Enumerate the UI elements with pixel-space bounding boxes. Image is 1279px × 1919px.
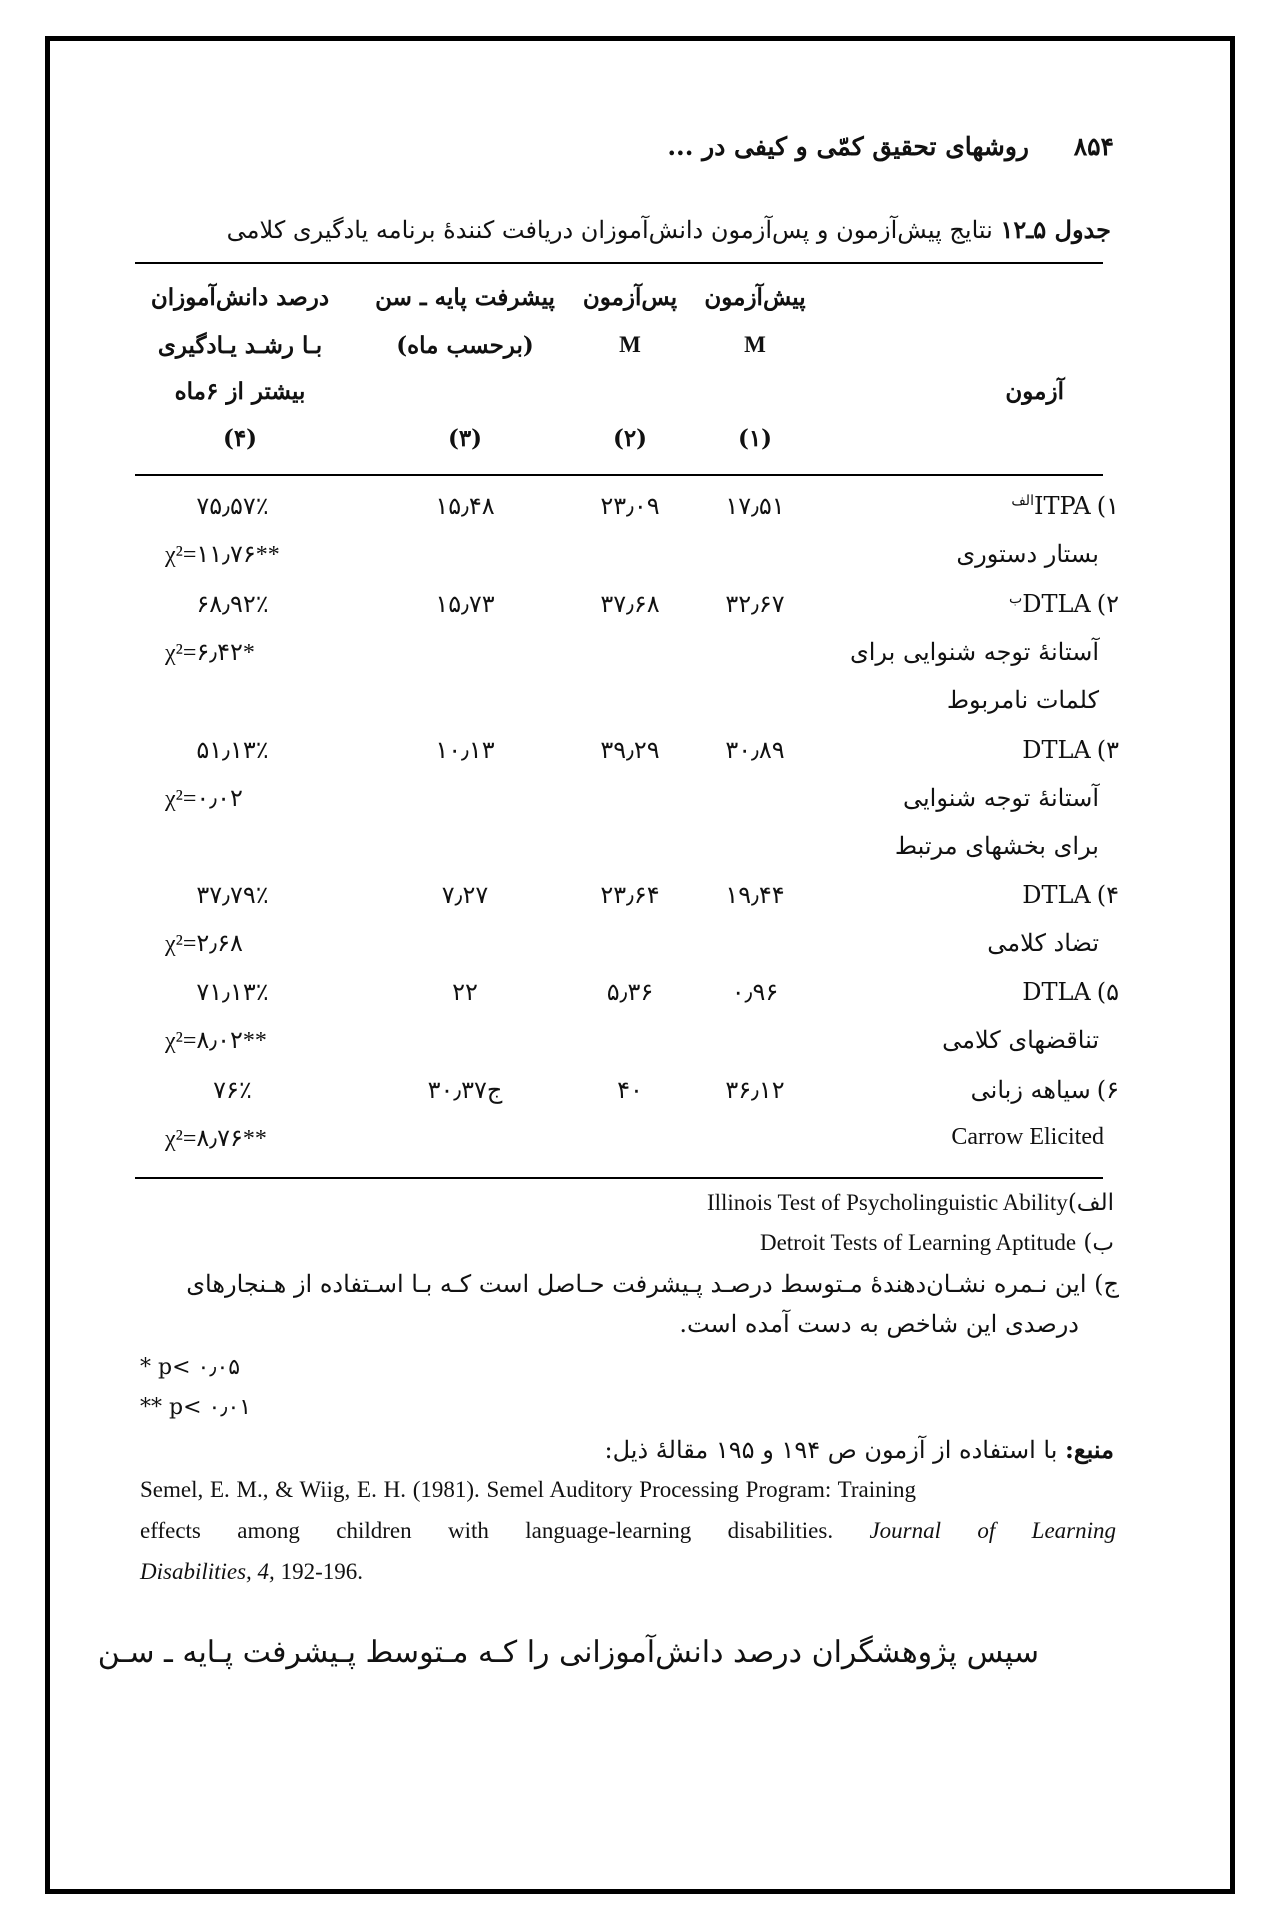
row-label xyxy=(1022,736,1119,764)
note-b xyxy=(760,1230,1114,1256)
cell-chi-square: χ²=۸٫۷۶** xyxy=(165,1126,267,1152)
note-a xyxy=(707,1190,1114,1216)
cell-percent: ۷۶٪ xyxy=(213,1076,252,1104)
cell-gain: ۳۰٫۳۷ج xyxy=(427,1076,503,1104)
col3-header-line2: (برحسب ماه) xyxy=(396,332,534,359)
col4-header-line1: درصد دانش‌آموزان xyxy=(150,284,330,311)
col3-header-num: (۳) xyxy=(447,425,483,452)
test-column-header: آزمون xyxy=(1005,378,1064,405)
cell-posttest: ۵٫۳۶ xyxy=(606,978,654,1006)
reference-pages: 192-196. xyxy=(280,1559,363,1584)
reference-journal: Journal of Learning xyxy=(869,1518,1117,1543)
note-b-label: ب) xyxy=(1083,1230,1114,1256)
cell-pretest: ۱۹٫۴۴ xyxy=(725,881,785,909)
row-label xyxy=(1022,978,1119,1006)
cell-gain: ۱۰٫۱۳ xyxy=(435,736,495,764)
row-sublabel: تناقضهای کلامی xyxy=(942,1026,1099,1054)
row-label-test: سیاهه زبانی xyxy=(970,1076,1091,1104)
col1-header-m: M xyxy=(744,332,766,357)
note-a-text: Illinois Test of Psycholinguistic Ability xyxy=(706,1190,1068,1215)
col4-header-line3: بیشتر از ۶ماه xyxy=(174,378,306,405)
row-sublabel: آستانهٔ توجه شنوایی xyxy=(902,784,1099,812)
table-caption-text: نتایج پیش‌آزمون و پس‌آزمون دانش‌آموزان دریافت کنندهٔ برنامه یادگیری کلامی xyxy=(226,216,993,244)
table-bottom-rule xyxy=(135,1177,1103,1179)
source-text: با استفاده از آزمون ص ۱۹۴ و ۱۹۵ مقالهٔ ذیل: xyxy=(604,1436,1058,1464)
row-label-number: ۱) xyxy=(1096,492,1119,520)
reference-line-1: Semel, E. M., & Wiig, E. H. (1981). Semel Auditory Processing Program: Training xyxy=(140,1477,917,1502)
sig-note-1: * p< ۰٫۰۵ xyxy=(140,1355,241,1380)
source-label: منبع: xyxy=(1065,1435,1114,1464)
col2-header-m: M xyxy=(619,332,641,357)
reference-line-3 xyxy=(140,1559,363,1585)
cell-gain: ۷٫۲۷ xyxy=(441,881,489,909)
row-sublabel: کلمات نامربوط xyxy=(946,686,1099,714)
row-label-number: ۴) xyxy=(1096,881,1119,909)
cell-gain: ۲۲ xyxy=(452,978,478,1006)
page-number: ۸۵۴ xyxy=(1073,132,1114,161)
cell-gain: ۱۵٫۷۳ xyxy=(435,590,495,618)
row-label xyxy=(971,1076,1119,1104)
col3-header-line1: پیشرفت پایه ـ سن xyxy=(375,284,555,311)
cell-percent: ۳۷٫۷۹٪ xyxy=(196,881,269,909)
row-label-footnote-mark: ب xyxy=(1009,591,1023,607)
cell-chi-square: χ²=۶٫۴۲* xyxy=(165,640,255,666)
row-label-test: DTLA xyxy=(1022,978,1091,1006)
sig-note-2: ** p< ۰٫۰۱ xyxy=(140,1395,252,1420)
cell-chi-square: χ²=۲٫۶۸ xyxy=(165,931,243,957)
note-a-label: الف) xyxy=(1067,1190,1114,1216)
reference-journal-cont: Disabilities, 4, xyxy=(140,1559,275,1584)
col2-header-num: (۲) xyxy=(612,425,648,452)
cell-pretest: ۰٫۹۶ xyxy=(731,978,779,1006)
body-paragraph: سپس پژوهشگران درصد دانش‌آموزانی را کـه مـتوسط پـیشرفت پـایه ـ سـن xyxy=(97,1635,1039,1670)
cell-pretest: ۳۲٫۶۷ xyxy=(725,590,785,618)
row-label xyxy=(1009,590,1119,618)
cell-percent: ۶۸٫۹۲٪ xyxy=(196,590,269,618)
cell-chi-square: χ²=۱۱٫۷۶** xyxy=(165,542,280,568)
col4-header-line2: بـا رشـد یـادگیری xyxy=(157,332,323,359)
cell-posttest: ۲۳٫۶۴ xyxy=(600,881,660,909)
table-number: جدول ۵ـ۱۲ xyxy=(1000,215,1111,244)
row-sublabel: Carrow Elicited xyxy=(951,1124,1104,1150)
col1-header-num: (۱) xyxy=(737,425,773,452)
row-sublabel: تضاد کلامی xyxy=(987,929,1099,957)
row-label-number: ۲) xyxy=(1096,590,1119,618)
note-b-text: Detroit Tests of Learning Aptitude xyxy=(759,1230,1077,1255)
table-header-rule xyxy=(135,474,1103,476)
cell-posttest: ۲۳٫۰۹ xyxy=(600,492,660,520)
page-border xyxy=(45,36,1235,1894)
reference-line-2 xyxy=(140,1518,1116,1544)
row-label-test: DTLA xyxy=(1022,590,1091,618)
row-sublabel: بستار دستوری xyxy=(956,540,1099,568)
cell-percent: ۷۵٫۵۷٪ xyxy=(196,492,269,520)
col4-header-num: (۴) xyxy=(222,425,258,452)
reference-title-rest: effects among children with language-learning disabilities. xyxy=(140,1518,834,1543)
cell-chi-square: χ²=۸٫۰۲** xyxy=(165,1028,267,1054)
book-title: روشهای تحقیق کمّی و کیفی در ... xyxy=(667,132,1029,161)
row-label-number: ۶) xyxy=(1096,1076,1119,1104)
cell-percent: ۵۱٫۱۳٪ xyxy=(196,736,269,764)
row-label-test: DTLA xyxy=(1022,881,1091,909)
cell-posttest: ۴۰ xyxy=(617,1076,643,1104)
cell-chi-square: χ²=۰٫۰۲ xyxy=(165,786,243,812)
row-sublabel: برای بخشهای مرتبط xyxy=(894,832,1099,860)
source-line xyxy=(605,1435,1114,1464)
cell-posttest: ۳۹٫۲۹ xyxy=(600,736,660,764)
note-c-line2: درصدی این شاخص به دست آمده است. xyxy=(679,1310,1079,1338)
cell-pretest: ۳۰٫۸۹ xyxy=(725,736,785,764)
cell-gain: ۱۵٫۴۸ xyxy=(435,492,495,520)
table-caption xyxy=(227,215,1111,244)
cell-pretest: ۳۶٫۱۲ xyxy=(725,1076,785,1104)
note-c-line1: ج) این نـمره نشـان‌دهندهٔ مـتوسط درصـد پـیشرفت حـاصل است کـه بـا اسـتفاده از هـنجارهای xyxy=(186,1270,1119,1298)
row-label xyxy=(1011,492,1119,520)
row-label-footnote-mark: الف xyxy=(1011,493,1034,509)
row-label-number: ۵) xyxy=(1096,978,1119,1006)
row-label-test: DTLA xyxy=(1022,736,1091,764)
row-label xyxy=(1022,881,1119,909)
cell-pretest: ۱۷٫۵۱ xyxy=(725,492,785,520)
table-top-rule xyxy=(135,262,1103,264)
cell-posttest: ۳۷٫۶۸ xyxy=(600,590,660,618)
row-label-test: ITPA xyxy=(1033,492,1091,520)
cell-percent: ۷۱٫۱۳٪ xyxy=(196,978,269,1006)
row-label-number: ۳) xyxy=(1096,736,1119,764)
col1-header-line1: پیش‌آزمون xyxy=(704,284,806,311)
col2-header-line1: پس‌آزمون xyxy=(582,284,678,311)
row-sublabel: آستانهٔ توجه شنوایی برای xyxy=(849,638,1099,666)
